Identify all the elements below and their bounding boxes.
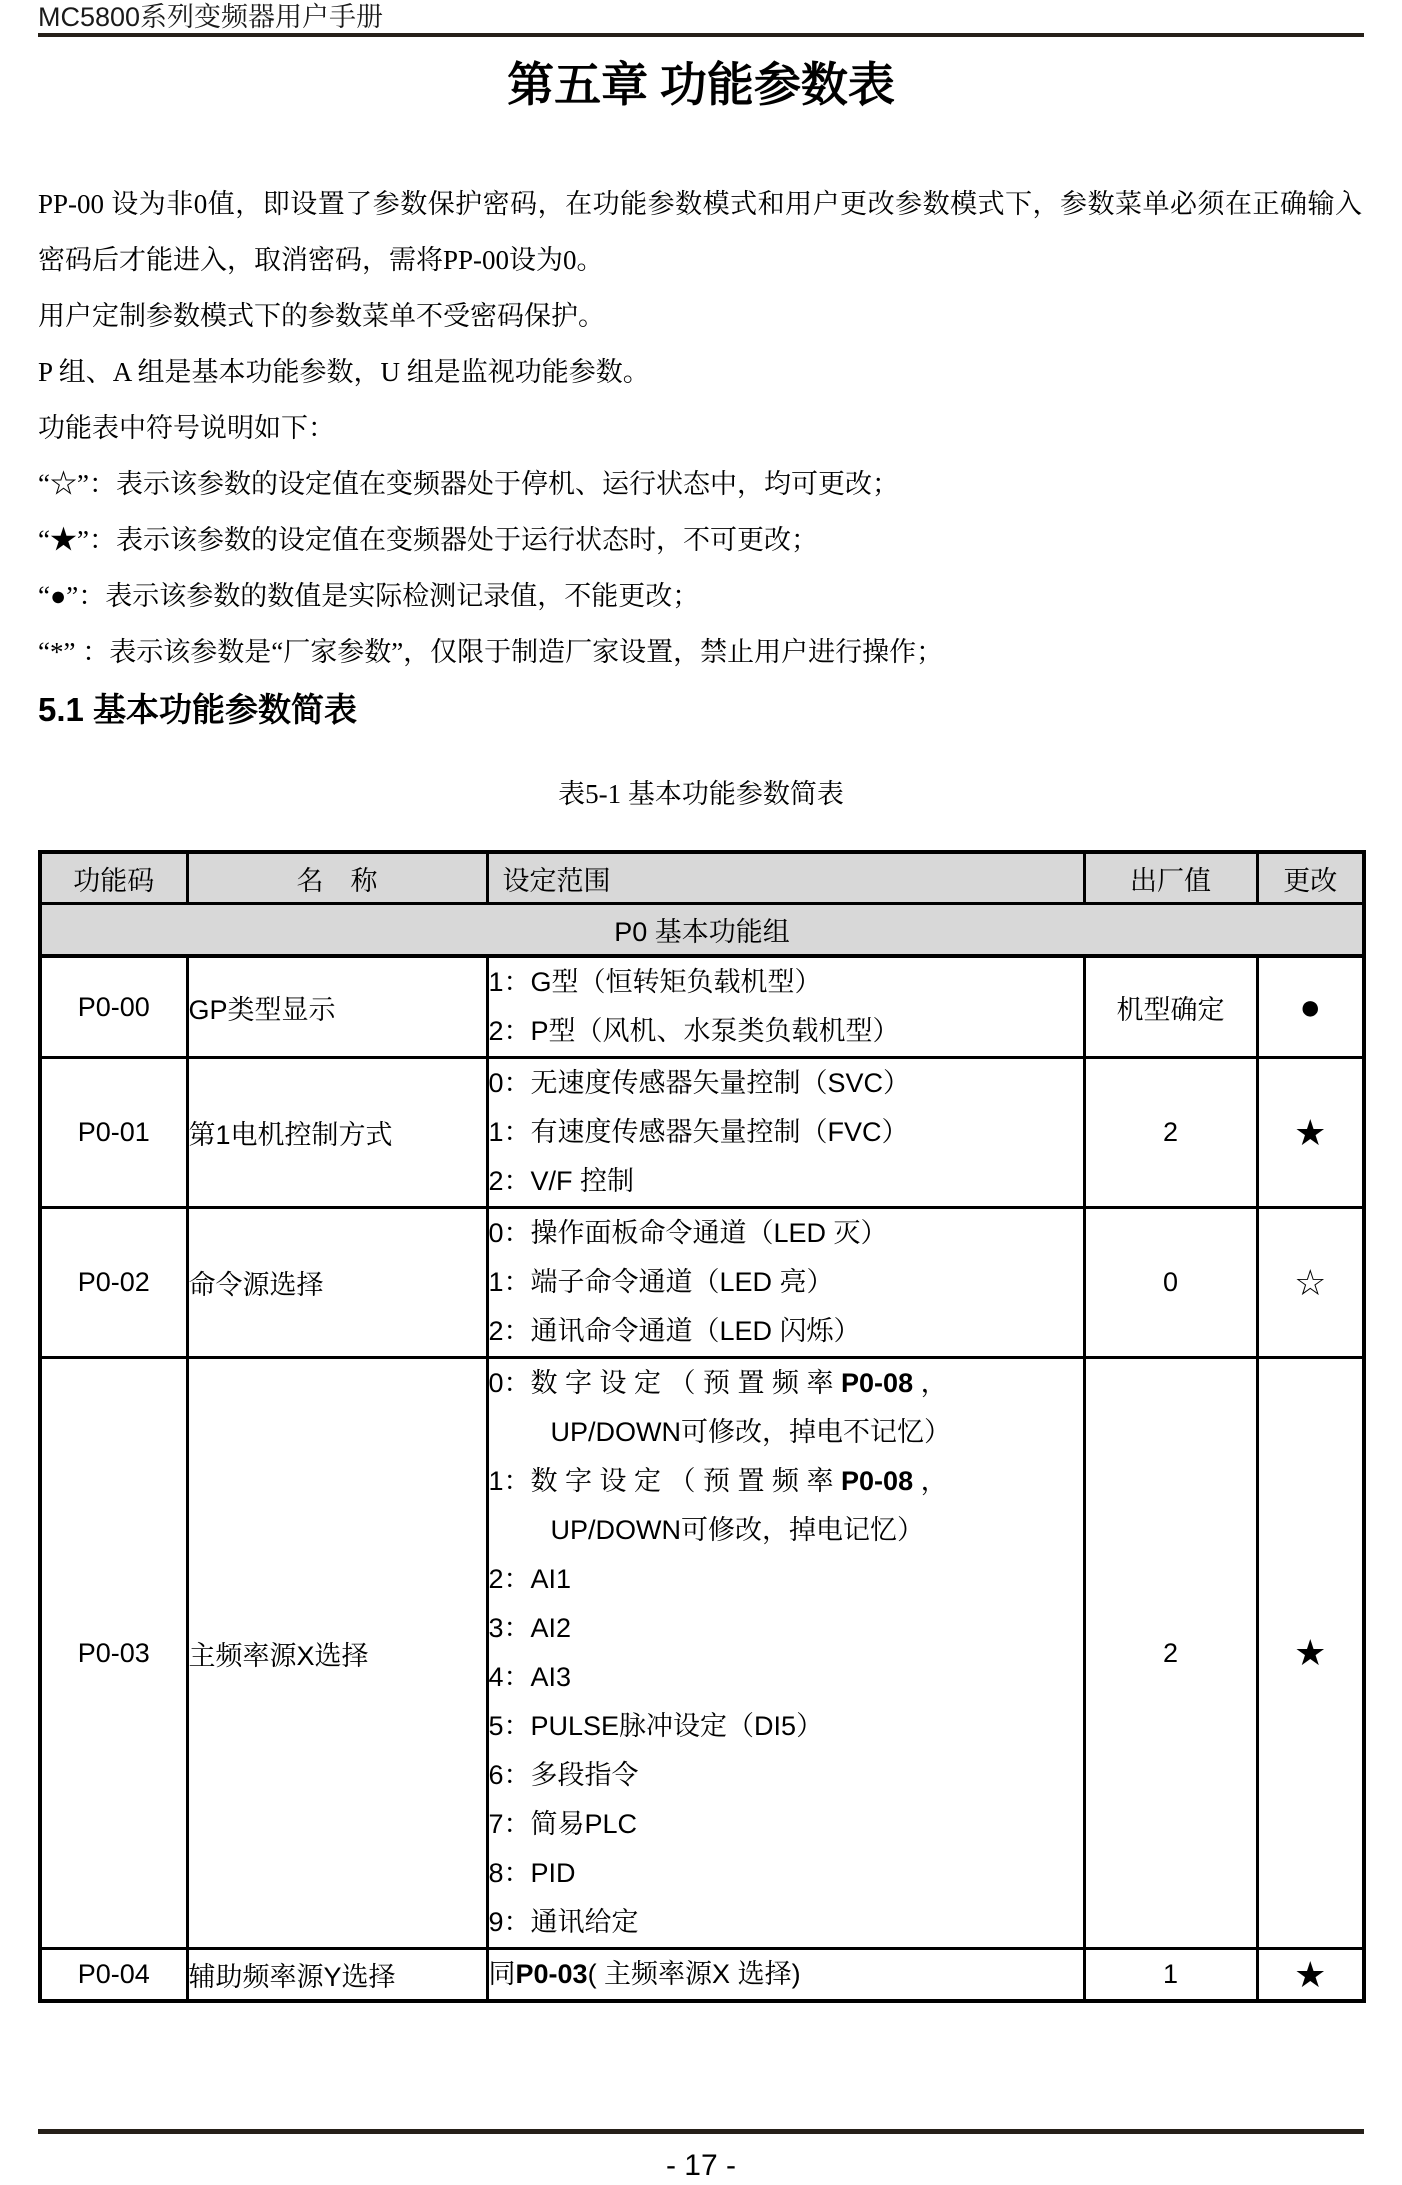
- intro-paragraph: P 组、A 组是基本功能参数，U 组是监视功能参数。: [38, 357, 650, 387]
- intro-paragraph: “●”：表示该参数的数值是实际检测记录值，不能更改；: [38, 581, 700, 611]
- param-range-cell: [487, 1949, 1084, 2002]
- param-name-cell: 命令源选择: [187, 1208, 487, 1358]
- intro-paragraph: “★”：表示该参数的设定值在变频器处于运行状态时，不可更改；: [38, 525, 818, 555]
- header-rule: [38, 33, 1364, 37]
- param-name-cell: 主频率源X选择: [187, 1358, 487, 1949]
- column-header: 名 称: [187, 852, 487, 904]
- range-line: 0：操作面板命令通道（LED 灭）: [488, 1218, 888, 1248]
- param-code-cell: P0-01: [40, 1058, 187, 1208]
- range-line: 5：PULSE脉冲设定（DI5）: [488, 1711, 824, 1741]
- chapter-title: 第五章 功能参数表: [507, 60, 895, 112]
- group-header-row: [40, 904, 1364, 957]
- range-line: 4：AI3: [488, 1662, 572, 1692]
- param-range-cell: [487, 1058, 1084, 1208]
- param-name-cell: GP类型显示: [187, 956, 487, 1058]
- table-row: [40, 1358, 1364, 1949]
- param-code-cell: P0-04: [40, 1949, 187, 2002]
- factory-default-cell: 1: [1084, 1949, 1257, 2002]
- factory-default-cell: 机型确定: [1084, 956, 1257, 1058]
- table-row: [40, 1208, 1364, 1358]
- range-line: UP/DOWN可修改，掉电不记忆）: [550, 1417, 951, 1447]
- range-line: 1：端子命令通道（LED 亮）: [488, 1267, 834, 1297]
- intro-paragraph: PP-00 设为非0值，即设置了参数保护密码，在功能参数模式和用户更改参数模式下，参数菜单必须在正确输入密码后才能进入，取消密码，需将PP-00设为0。: [38, 189, 1362, 275]
- range-line: 8：PID: [488, 1858, 576, 1888]
- range-line: 2：通讯命令通道（LED 闪烁）: [488, 1316, 861, 1346]
- intro-paragraphs: [38, 176, 1362, 680]
- param-range-cell: [487, 956, 1084, 1058]
- param-code-cell: P0-00: [40, 956, 187, 1058]
- range-line: 7：简易PLC: [488, 1809, 638, 1839]
- range-line: 2：V/F 控制: [488, 1166, 635, 1196]
- range-line: 6：多段指令: [488, 1760, 639, 1790]
- range-line: 2：AI1: [488, 1564, 572, 1594]
- column-header: 更改: [1257, 852, 1364, 904]
- column-header: 功能码: [40, 852, 187, 904]
- range-line: 1：G型（恒转矩负载机型）: [488, 967, 822, 997]
- change-symbol: ☆: [1257, 1208, 1364, 1358]
- param-name-cell: 辅助频率源Y选择: [187, 1949, 487, 2002]
- intro-paragraph: 功能表中符号说明如下：: [38, 413, 335, 443]
- param-range-cell: [487, 1208, 1084, 1358]
- factory-default-cell: 0: [1084, 1208, 1257, 1358]
- range-line: UP/DOWN可修改，掉电记忆）: [550, 1515, 924, 1545]
- table-row: [40, 956, 1364, 1058]
- group-header-cell: P0 基本功能组: [40, 904, 1364, 957]
- param-code-cell: P0-03: [40, 1358, 187, 1949]
- param-name-cell: 第1电机控制方式: [187, 1058, 487, 1208]
- range-line: 同P0-03( 主频率源X 选择): [488, 1959, 801, 1989]
- param-code-cell: P0-02: [40, 1208, 187, 1358]
- range-line: 0：无速度传感器矢量控制（SVC）: [488, 1068, 911, 1098]
- intro-paragraph: “☆”：表示该参数的设定值在变频器处于停机、运行状态中，均可更改；: [38, 469, 899, 499]
- column-header: 设定范围: [487, 852, 1084, 904]
- table-row: [40, 1949, 1364, 2002]
- change-symbol: ★: [1257, 1058, 1364, 1208]
- change-symbol: ★: [1257, 1949, 1364, 2002]
- section-heading: 5.1 基本功能参数简表: [38, 691, 358, 728]
- column-header: 出厂值: [1084, 852, 1257, 904]
- range-line: 0：数 字 设 定 （ 预 置 频 率 P0-08 ，: [488, 1368, 948, 1398]
- range-line: 1：有速度传感器矢量控制（FVC）: [488, 1117, 909, 1147]
- table-caption: 表5-1 基本功能参数简表: [558, 779, 844, 809]
- table-row: [40, 1058, 1364, 1208]
- param-range-cell: [487, 1358, 1084, 1949]
- parameter-table: [38, 850, 1366, 2003]
- range-line: 3：AI2: [488, 1613, 572, 1643]
- change-symbol: ★: [1257, 1358, 1364, 1949]
- running-header-title: MC5800系列变频器用户手册: [38, 2, 384, 32]
- range-line: 2：P型（风机、水泵类负载机型）: [488, 1016, 900, 1046]
- intro-paragraph: 用户定制参数模式下的参数菜单不受密码保护。: [38, 301, 605, 331]
- range-line: 9：通讯给定: [488, 1907, 639, 1937]
- footer-rule: [38, 2129, 1364, 2134]
- page-number: - 17 -: [665, 2149, 737, 2182]
- change-symbol: ●: [1257, 956, 1364, 1058]
- intro-paragraph: “*” ：表示该参数是“厂家参数”，仅限于制造厂家设置，禁止用户进行操作；: [38, 637, 944, 667]
- table-header-row: [40, 852, 1364, 904]
- range-line: 1：数 字 设 定 （ 预 置 频 率 P0-08 ，: [488, 1466, 948, 1496]
- factory-default-cell: 2: [1084, 1358, 1257, 1949]
- factory-default-cell: 2: [1084, 1058, 1257, 1208]
